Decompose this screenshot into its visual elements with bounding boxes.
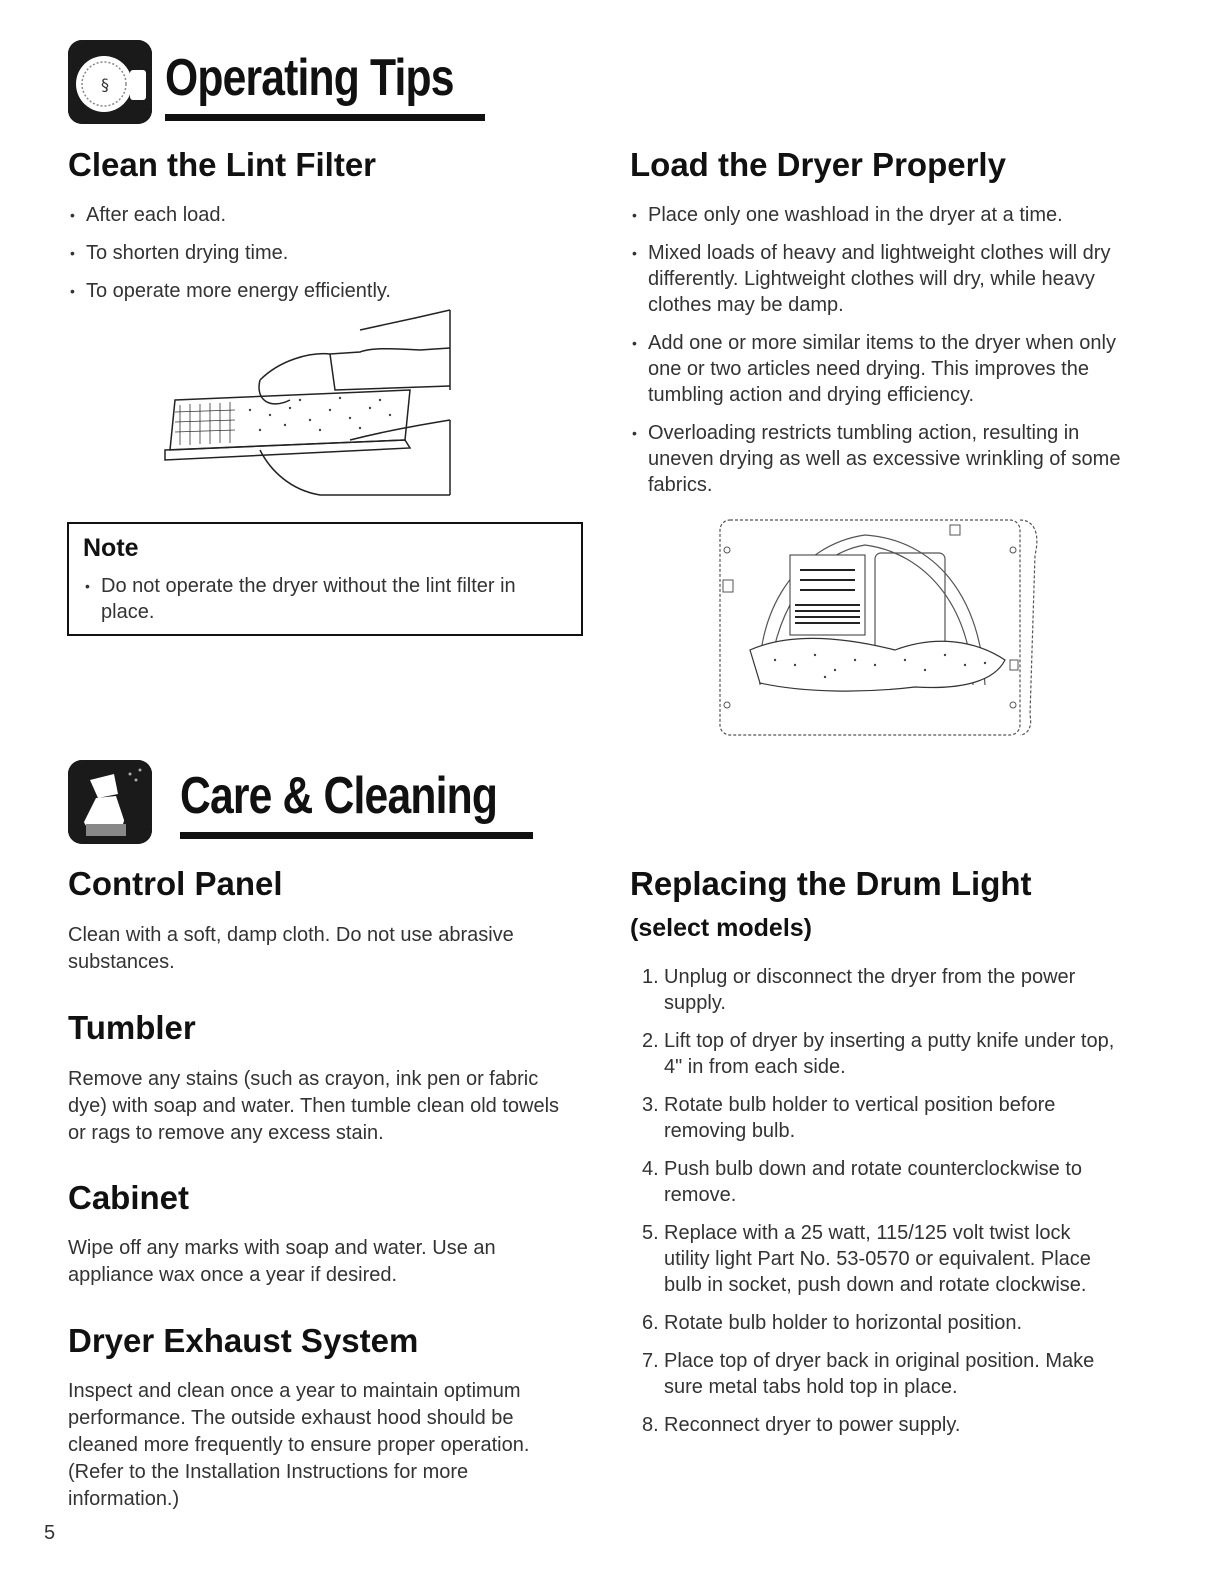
page-number: 5 [44,1522,56,1544]
tumbler-text: Remove any stains (such as crayon, ink pen or fabric dye) with soap and water. Then tumble clean old towels or rags to remove any excess stain. [68,1068,560,1144]
note-list [83,573,567,625]
list-item: 8. Reconnect dryer to power supply. [642,1414,961,1436]
drum-light-heading: Replacing the Drum Light [630,865,1032,902]
operating-tips-title: Operating Tips [165,49,454,107]
lint-filter-heading: Clean the Lint Filter [68,146,377,183]
list-item: • Mixed loads of heavy and lightweight clothes will dry differently. Lightweight clothes will dry, while heavy clothes may be damp. [630,240,1150,318]
load-dryer-heading: Load the Dryer Properly [630,146,1006,183]
list-item: 6. Rotate bulb holder to horizontal position. [642,1312,1023,1334]
list-item: 5. Replace with a 25 watt, 115/125 volt twist lock utility light Part No. 53-0570 or equivalent. Place bulb in socket, push down and rotate clockwise. [642,1222,1091,1296]
lint-filter-illustration [160,290,460,505]
control-panel-heading: Control Panel [68,865,283,902]
svg-text:§: § [101,75,109,94]
list-item: 2. Lift top of dryer by inserting a putty knife under top, 4" in from each side. [642,1030,1115,1078]
exhaust-heading: Dryer Exhaust System [68,1322,419,1359]
note-box [67,522,583,636]
control-panel-text: Clean with a soft, damp cloth. Do not use abrasive substances. [68,924,514,973]
drum-light-steps [630,964,1120,1450]
exhaust-text: Inspect and clean once a year to maintain optimum performance. The outside exhaust hood should be cleaned more frequently to ensure proper operation. (Refer to the Installation Instructions for more information.) [68,1380,530,1510]
list-item: 1. Unplug or disconnect the dryer from the power supply. [642,966,1076,1014]
list-item: • Overloading restricts tumbling action, resulting in uneven drying as well as excessive wrinkling of some fabrics. [630,420,1150,498]
list-item: • After each load. [68,202,568,228]
care-cleaning-rule [180,832,533,839]
list-item: 4. Push bulb down and rotate counterclockwise to remove. [642,1158,1083,1206]
lightbulb-icon [68,40,152,124]
list-item: • To operate more energy efficiently. [68,278,568,304]
list-item: • Do not operate the dryer without the lint filter in place. [83,573,567,625]
list-item: • To shorten drying time. [68,240,568,266]
note-title: Note [83,534,139,562]
drum-light-subheading: (select models) [630,914,813,942]
list-item: • Add one or more similar items to the dryer when only one or two articles need drying. This improves the tumbling action and drying efficiency. [630,330,1150,408]
care-cleaning-title: Care & Cleaning [180,767,498,825]
tumbler-heading: Tumbler [68,1009,196,1046]
operating-tips-rule [165,114,485,121]
load-dryer-list [630,202,1150,510]
list-item: • Place only one washload in the dryer at a time. [630,202,1150,228]
spray-bottle-icon [68,760,152,844]
dryer-drum-illustration [715,515,1040,740]
list-item: 3. Rotate bulb holder to vertical position before removing bulb. [642,1094,1056,1142]
cabinet-text: Wipe off any marks with soap and water. Use an appliance wax once a year if desired. [68,1237,496,1286]
list-item: 7. Place top of dryer back in original position. Make sure metal tabs hold top in place. [642,1350,1095,1398]
cabinet-heading: Cabinet [68,1179,190,1216]
